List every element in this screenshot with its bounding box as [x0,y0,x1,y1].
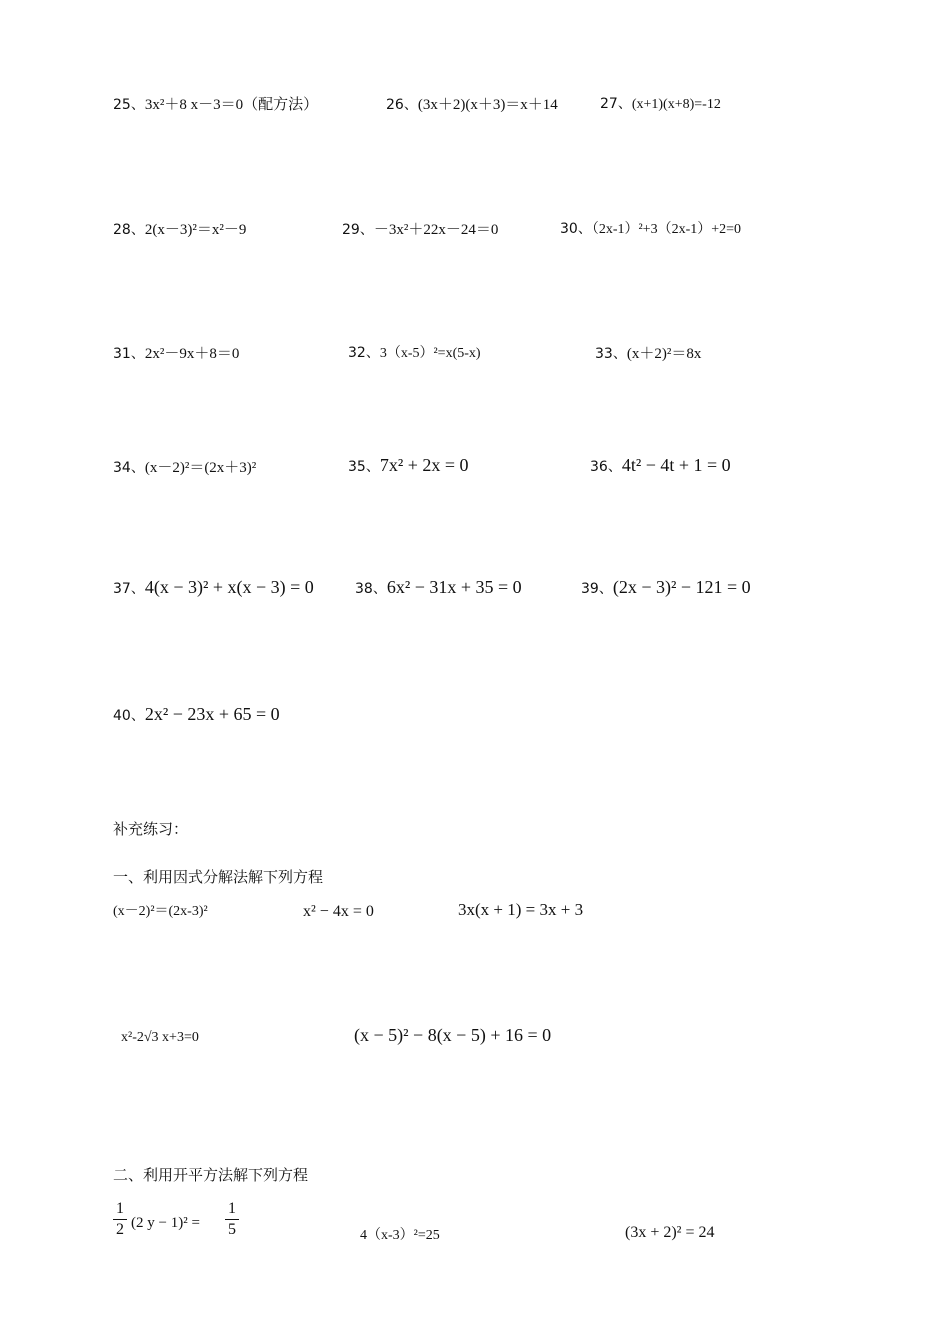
section2-title: 二、利用开平方法解下列方程 [113,1166,309,1184]
problem-38: 38、6x² − 31x + 35 = 0 [355,577,522,597]
problem-37: 37、4(x − 3)² + x(x − 3) = 0 [113,577,314,597]
problem-31: 31、2x²－9x＋8＝0 [113,346,240,362]
problem-36: 36、4t² − 4t + 1 = 0 [590,455,731,475]
section1-title: 一、利用因式分解法解下列方程 [113,868,324,886]
problem-30: 30、（2x-1）²+3（2x-1）+2=0 [560,221,742,237]
section1-eq-2: x² − 4x = 0 [303,903,374,920]
problem-27: 27、(x+1)(x+8)=-12 [600,96,721,112]
problem-35: 35、7x² + 2x = 0 [348,455,469,475]
problem-40: 40、2x² − 23x + 65 = 0 [113,704,280,724]
section2-eq-1-body: (2 y − 1)² = [131,1215,200,1231]
problem-32: 32、3（x-5）²=x(5-x) [348,345,481,361]
problem-28: 28、2(x－3)²＝x²－9 [113,222,247,238]
problem-33: 33、(x＋2)²＝8x [595,346,702,362]
section2-eq-2: 4（x-3）²=25 [360,1228,440,1243]
section1-eq-3: 3x(x + 1) = 3x + 3 [458,900,584,919]
problem-34: 34、(x－2)²＝(2x＋3)² [113,460,257,476]
section1-eq-1: (x－2)²＝(2x-3)² [113,904,208,919]
fraction-one-fifth: 1 5 [225,1200,239,1239]
fraction-one-half: 1 2 [113,1200,127,1239]
problem-25: 25、3x²＋8 x－3＝0（配方法） [113,97,319,113]
problem-29: 29、－3x²＋22x－24＝0 [342,222,499,238]
supplement-title: 补充练习： [113,820,189,838]
problem-26: 26、(3x＋2)(x＋3)＝x＋14 [386,97,558,113]
section1-eq-5: (x − 5)² − 8(x − 5) + 16 = 0 [354,1025,552,1045]
problem-39: 39、(2x − 3)² − 121 = 0 [581,577,751,597]
section2-eq-1 [113,1200,253,1246]
section2-eq-3: (3x + 2)² = 24 [625,1224,715,1241]
section1-eq-4: x²-2√3 x+3=0 [121,1030,199,1045]
